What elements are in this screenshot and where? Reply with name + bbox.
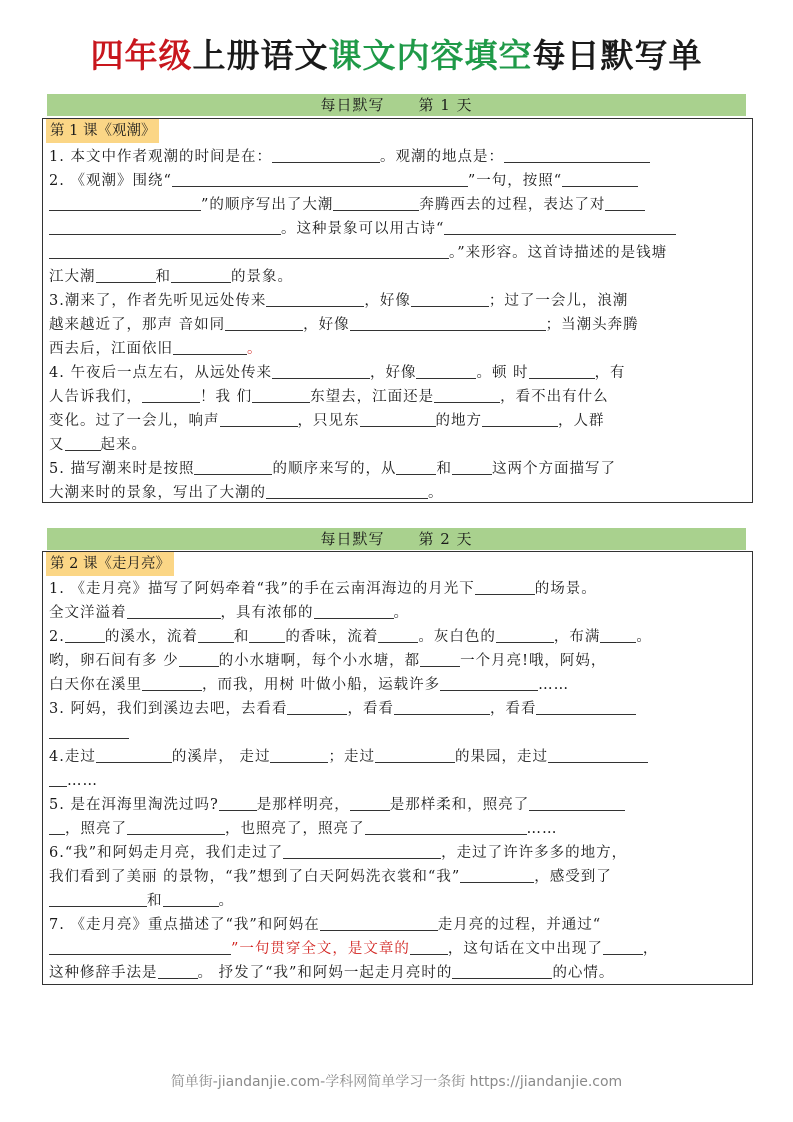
question-text: ，好像 xyxy=(303,317,350,333)
fill-blank[interactable] xyxy=(350,794,390,811)
question-text: 的场景。 xyxy=(534,581,597,597)
fill-blank[interactable] xyxy=(350,314,546,331)
day2-line-17 xyxy=(49,961,746,985)
day2-line-1 xyxy=(49,577,746,601)
fill-blank[interactable] xyxy=(536,698,636,715)
fill-blank[interactable] xyxy=(142,674,202,691)
question-text: ，只见东 xyxy=(297,413,360,429)
question-text: 1. 本文中作者观潮的时间是在： xyxy=(49,149,272,165)
day1-line-3 xyxy=(49,193,746,217)
fill-blank[interactable] xyxy=(49,890,147,907)
fill-blank[interactable] xyxy=(562,170,638,187)
fill-blank[interactable] xyxy=(411,290,489,307)
day2-line-5 xyxy=(49,673,746,697)
question-text: 4.走过 xyxy=(49,749,96,765)
fill-blank[interactable] xyxy=(434,386,500,403)
fill-blank[interactable] xyxy=(482,410,558,427)
fill-blank[interactable] xyxy=(219,794,257,811)
day1-line-4 xyxy=(49,217,746,241)
day1-line-11 xyxy=(49,385,746,409)
day2-line-8 xyxy=(49,745,746,769)
question-text: ，人群 xyxy=(558,413,605,429)
question-text: ，看看 xyxy=(489,701,537,717)
day2-exercise-box xyxy=(42,551,753,985)
question-text: 。灰白色的 xyxy=(418,629,496,645)
question-text: 人告诉我们， xyxy=(49,389,142,405)
day1-line-1 xyxy=(49,145,746,169)
fill-blank[interactable] xyxy=(198,626,234,643)
question-text: 一个月亮!哦，阿妈， xyxy=(460,653,607,669)
question-text: 起来。 xyxy=(100,437,147,453)
day1-line-6 xyxy=(49,265,746,289)
fill-blank[interactable] xyxy=(504,146,650,163)
question-text: ”一句，按照“ xyxy=(467,173,563,189)
question-text: ，这句话在文中出现了 xyxy=(447,941,603,957)
day2-header xyxy=(47,528,746,550)
question-text: ”的顺序写出了大潮 xyxy=(201,197,334,213)
title-part4: 每日默写单 xyxy=(532,36,703,75)
fill-blank[interactable] xyxy=(266,290,364,307)
fill-blank[interactable] xyxy=(394,698,490,715)
fill-blank[interactable] xyxy=(158,962,198,979)
fill-blank[interactable] xyxy=(49,770,67,787)
day1-line-5 xyxy=(49,241,746,265)
title-part1: 四年级 xyxy=(90,36,193,75)
fill-blank[interactable] xyxy=(416,362,476,379)
question-text: 和 xyxy=(436,461,452,477)
question-text: 。观潮的地点是： xyxy=(379,149,504,165)
fill-blank[interactable] xyxy=(127,818,225,835)
question-text: ，好像 xyxy=(369,365,417,381)
question-text: 江大潮 xyxy=(49,269,96,285)
question-text: 。 xyxy=(247,341,263,357)
question-text: ，看看 xyxy=(347,701,394,717)
day1-header xyxy=(47,94,746,116)
day1-line-7 xyxy=(49,289,746,313)
fill-blank[interactable] xyxy=(179,650,219,667)
question-text: 。 xyxy=(428,485,444,501)
question-text: 的顺序来写的，从 xyxy=(272,461,397,477)
fill-blank[interactable] xyxy=(142,386,200,403)
fill-blank[interactable] xyxy=(548,746,648,763)
fill-blank[interactable] xyxy=(605,194,645,211)
day1-line-8 xyxy=(49,313,746,337)
fill-blank[interactable] xyxy=(272,146,380,163)
fill-blank[interactable] xyxy=(420,650,460,667)
question-text: 的果园，走过 xyxy=(454,749,548,765)
question-text: ，看不出有什么 xyxy=(500,389,609,405)
question-text: 东望去，江面还是 xyxy=(310,389,435,405)
fill-blank[interactable] xyxy=(603,938,643,955)
fill-blank[interactable] xyxy=(375,746,455,763)
fill-blank[interactable] xyxy=(249,626,285,643)
day2-line-14 xyxy=(49,889,746,913)
fill-blank[interactable] xyxy=(529,362,595,379)
day1-line-14 xyxy=(49,457,746,481)
fill-blank[interactable] xyxy=(410,938,448,955)
question-text: …… xyxy=(526,821,558,837)
fill-blank[interactable] xyxy=(496,626,554,643)
question-text: 5. 是在洱海里淘洗过吗? xyxy=(49,797,219,813)
fill-blank[interactable] xyxy=(49,818,65,835)
day2-line-15 xyxy=(49,913,746,937)
fill-blank[interactable] xyxy=(360,410,436,427)
day2-lesson-title: 第 2 课《走月亮》 xyxy=(46,552,174,576)
fill-blank[interactable] xyxy=(49,242,449,259)
question-text: 越来越近了，那声 音如同 xyxy=(49,317,226,333)
question-text: 又 xyxy=(49,437,65,453)
question-text: 7. 《走月亮》重点描述了“我”和阿妈在 xyxy=(49,917,320,933)
day1-line-13 xyxy=(49,433,746,457)
day2-header-day: 第 2 天 xyxy=(418,530,473,548)
question-text: 的心情。 xyxy=(552,965,615,981)
question-text: ；走过 xyxy=(328,749,375,765)
day1-lesson-title: 第 1 课《观潮》 xyxy=(46,119,159,143)
day2-header-label: 每日默写 xyxy=(320,530,385,548)
fill-blank[interactable] xyxy=(452,458,492,475)
fill-blank[interactable] xyxy=(378,626,418,643)
fill-blank[interactable] xyxy=(163,890,219,907)
fill-blank[interactable] xyxy=(460,866,534,883)
fill-blank[interactable] xyxy=(600,626,636,643)
day2-line-2 xyxy=(49,601,746,625)
question-text: 。 xyxy=(393,605,409,621)
fill-blank[interactable] xyxy=(171,266,231,283)
day2-line-12 xyxy=(49,841,746,865)
question-text: 全文洋溢着 xyxy=(49,605,127,621)
question-text: …… xyxy=(67,773,98,789)
fill-blank[interactable] xyxy=(220,410,298,427)
question-text: 西去后，江面依旧 xyxy=(49,341,173,357)
fill-blank[interactable] xyxy=(127,602,221,619)
question-text: 。顿 时 xyxy=(476,365,529,381)
question-text: 走月亮的过程，并通过“ xyxy=(437,917,602,933)
title-part3: 课文内容填空 xyxy=(328,36,533,75)
fill-blank[interactable] xyxy=(287,698,347,715)
page-title xyxy=(0,30,793,77)
question-text: ，感受到了 xyxy=(534,869,612,885)
question-text: 是那样柔和，照亮了 xyxy=(389,797,530,813)
fill-blank[interactable] xyxy=(49,722,129,739)
fill-blank[interactable] xyxy=(529,794,625,811)
question-text: ；过了一会儿，浪潮 xyxy=(488,293,629,309)
footer-source: 简单街-jiandanjie.com-学科网简单学习一条街 https://jiandanjie.com xyxy=(170,1074,623,1090)
fill-blank[interactable] xyxy=(333,194,419,211)
fill-blank[interactable] xyxy=(252,386,310,403)
question-text: 的地方 xyxy=(435,413,482,429)
question-text: 。 抒发了“我”和阿妈一起走月亮时的 xyxy=(197,965,453,981)
question-text: 这两个方面描写了 xyxy=(491,461,616,477)
question-text: 2. xyxy=(49,629,65,645)
question-text: 的小水塘啊，每个小水塘，都 xyxy=(218,653,421,669)
question-text: 是那样明亮， xyxy=(256,797,350,813)
fill-blank[interactable] xyxy=(320,914,438,931)
question-text: 和 xyxy=(155,269,171,285)
question-text: 和 xyxy=(147,893,163,909)
question-text: 白天你在溪里 xyxy=(49,677,142,693)
question-text: ，好像 xyxy=(364,293,411,309)
day1-line-10 xyxy=(49,361,746,385)
question-text: 。 xyxy=(218,893,234,909)
day2-line-4 xyxy=(49,649,746,673)
fill-blank[interactable] xyxy=(475,578,535,595)
question-text: …… xyxy=(538,677,570,693)
fill-blank[interactable] xyxy=(444,218,676,235)
question-text: 。”来形容。这首诗描述的是钱塘 xyxy=(449,245,668,261)
question-text: 大潮来时的景象，写出了大潮的 xyxy=(49,485,266,501)
fill-blank[interactable] xyxy=(440,674,538,691)
day2-line-3 xyxy=(49,625,746,649)
fill-blank[interactable] xyxy=(270,746,328,763)
day2-line-11 xyxy=(49,817,746,841)
day2-line-7 xyxy=(49,721,746,745)
question-text: ”一句贯穿全文，是文章的 xyxy=(231,941,410,957)
question-text: 和 xyxy=(233,629,250,645)
fill-blank[interactable] xyxy=(65,434,101,451)
fill-blank[interactable] xyxy=(452,962,552,979)
question-text: ， xyxy=(642,941,659,957)
question-text: 的溪水，流着 xyxy=(104,629,198,645)
question-text: 3. 阿妈，我们到溪边去吧，去看看 xyxy=(49,701,288,717)
question-text: 1. 《走月亮》描写了阿妈牵着“我”的手在云南洱海边的月光下 xyxy=(49,581,475,597)
fill-blank[interactable] xyxy=(225,314,303,331)
day2-line-13 xyxy=(49,865,746,889)
day2-line-16 xyxy=(49,937,746,961)
day1-line-2 xyxy=(49,169,746,193)
day2-line-6 xyxy=(49,697,746,721)
fill-blank[interactable] xyxy=(365,818,527,835)
question-text: ！我 们 xyxy=(200,389,253,405)
fill-blank[interactable] xyxy=(65,626,105,643)
fill-blank[interactable] xyxy=(49,218,281,235)
title-part2: 上册语文 xyxy=(192,36,329,75)
question-text: 4. 午夜后一点左右，从远处传来 xyxy=(49,365,272,381)
day1-header-label: 每日默写 xyxy=(320,96,385,114)
fill-blank[interactable] xyxy=(172,170,468,187)
day2-line-9 xyxy=(49,769,746,793)
question-text: 。这种景象可以用古诗“ xyxy=(281,221,445,237)
question-text: 的景象。 xyxy=(231,269,293,285)
question-text: 我们看到了美丽 的景物，“我”想到了白天阿妈洗衣裳和“我” xyxy=(49,869,461,885)
fill-blank[interactable] xyxy=(96,746,172,763)
question-text: 的香味，流着 xyxy=(285,629,379,645)
question-text: 变化。过了一会儿，响声 xyxy=(49,413,220,429)
fill-blank[interactable] xyxy=(396,458,436,475)
question-text: ，也照亮了，照亮了 xyxy=(225,821,365,837)
fill-blank[interactable] xyxy=(49,938,231,955)
question-text: 6.“我”和阿妈走月亮，我们走过了 xyxy=(49,845,284,861)
question-text: 。 xyxy=(636,629,652,645)
fill-blank[interactable] xyxy=(96,266,156,283)
question-text: 哟，卵石间有多 少 xyxy=(49,653,179,669)
fill-blank[interactable] xyxy=(314,602,394,619)
day1-header-day: 第 1 天 xyxy=(418,96,473,114)
question-text: 的溪岸， 走过 xyxy=(171,749,271,765)
day1-line-9 xyxy=(49,337,746,361)
fill-blank[interactable] xyxy=(272,362,370,379)
question-text: ，照亮了 xyxy=(65,821,127,837)
fill-blank[interactable] xyxy=(283,842,441,859)
question-text: 这种修辞手法是 xyxy=(49,965,158,981)
day1-exercise-box xyxy=(42,118,753,503)
fill-blank[interactable] xyxy=(266,482,428,499)
day2-line-10 xyxy=(49,793,746,817)
question-text: 3.潮来了，作者先听见远处传来 xyxy=(49,293,267,309)
question-text: 奔腾西去的过程，表达了对 xyxy=(419,197,606,213)
question-text: ，布满 xyxy=(553,629,601,645)
question-text: ，而我，用树 叶做小船，运载许多 xyxy=(202,677,441,693)
fill-blank[interactable] xyxy=(194,458,272,475)
question-text: ，走过了许许多多的地方， xyxy=(441,845,628,861)
question-text: ，具有浓郁的 xyxy=(220,605,314,621)
question-text: 5. 描写潮来时是按照 xyxy=(49,461,195,477)
question-text: ；当潮头奔腾 xyxy=(545,317,639,333)
fill-blank[interactable] xyxy=(49,194,201,211)
question-text: ，有 xyxy=(594,365,626,381)
fill-blank[interactable] xyxy=(173,338,247,355)
question-text: 2. 《观潮》围绕“ xyxy=(49,173,172,189)
day1-line-12 xyxy=(49,409,746,433)
day1-line-15 xyxy=(49,481,746,505)
